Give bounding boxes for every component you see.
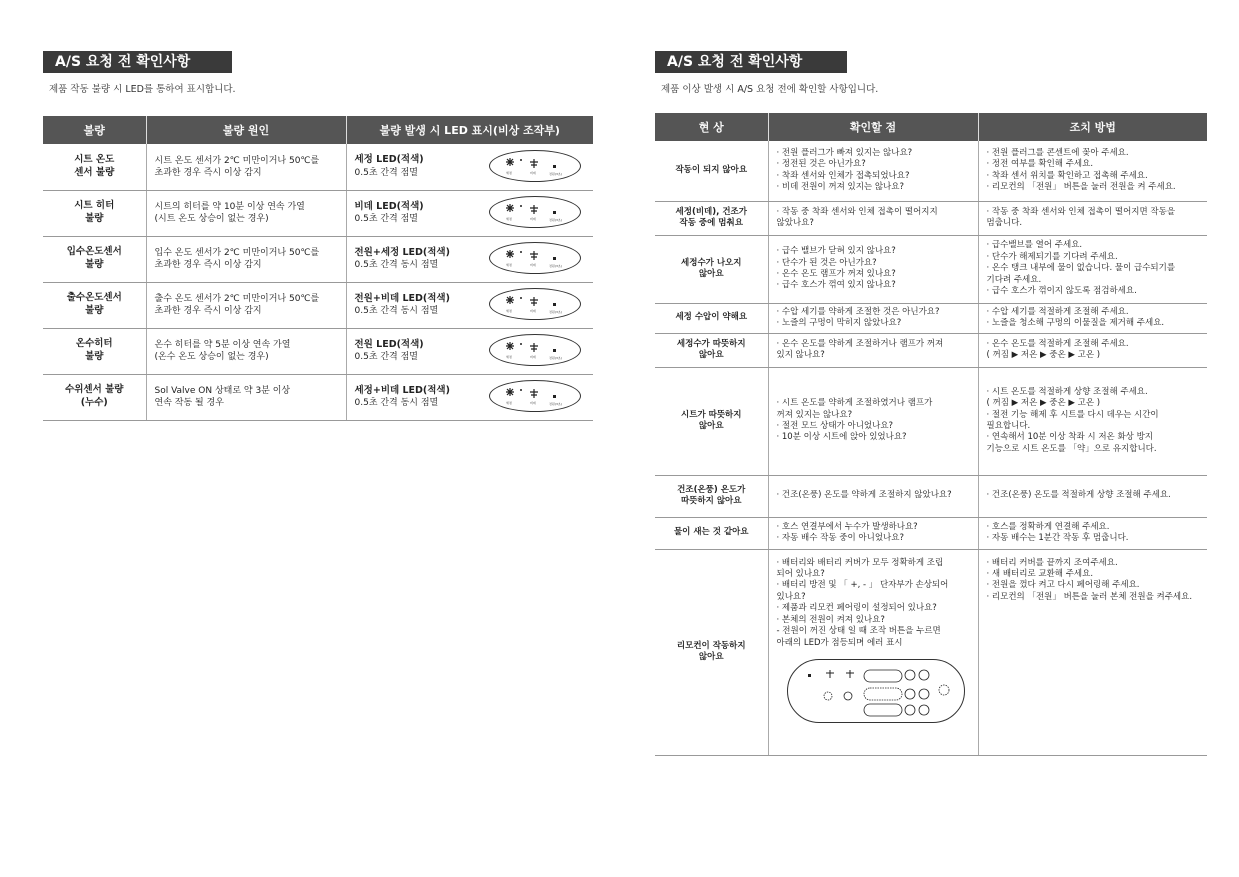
action-line: 기다려 주세요. xyxy=(986,274,1042,285)
action-cell xyxy=(978,141,1207,201)
header-check: 확인할 점 xyxy=(768,113,978,141)
svg-text:전원(3초): 전원(3초) xyxy=(549,171,562,176)
svg-text:전원(3초): 전원(3초) xyxy=(549,402,562,406)
led-panel-icon xyxy=(490,197,580,227)
cause-line: 초과한 경우 즉시 이상 감지 xyxy=(154,167,262,178)
check-line: · 비데 전원이 꺼져 있지는 않나요? xyxy=(776,182,904,193)
action-line: · 건조(온풍) 온도를 적절하게 상향 조절해 주세요. xyxy=(986,490,1171,501)
led-panel xyxy=(489,334,581,366)
cause-cell xyxy=(146,282,346,328)
action-line: 기능으로 시트 온도를 「약」으로 유지합니다. xyxy=(986,443,1157,454)
action-line: 멈춥니다. xyxy=(986,218,1023,228)
symptom-cell xyxy=(655,235,768,303)
right-page-title: A/S 요청 전 확인사항 xyxy=(655,51,847,73)
check-line: · 시트 온도를 약하게 조절하였거나 램프가 xyxy=(776,398,933,409)
action-line: · 새 배터리로 교환해 주세요. xyxy=(986,568,1094,579)
cause-cell xyxy=(146,328,346,374)
action-cell xyxy=(978,475,1207,517)
fault-line: 출수온도센서 xyxy=(66,292,122,304)
cause-line: 초과한 경우 즉시 이상 감지 xyxy=(154,306,262,316)
cause-line: 초과한 경우 즉시 이상 감지 xyxy=(154,260,262,270)
check-cell xyxy=(768,517,978,549)
fault-line: 불량 xyxy=(85,259,104,270)
check-line: · 착좌 센서와 인체가 접촉되었나요? xyxy=(776,170,910,181)
action-cell xyxy=(978,303,1207,333)
symptom-line: 건조(온풍) 온도가 xyxy=(677,484,746,495)
action-line: · 절전 기능 해제 후 시트를 다시 데우는 시간이 xyxy=(986,409,1159,420)
remote-panel xyxy=(787,659,965,723)
led-table-row xyxy=(43,190,593,236)
symptom-line: 않아요 xyxy=(698,652,724,662)
led-text xyxy=(355,154,424,179)
led-text xyxy=(355,385,450,410)
led-name: 전원+비데 LED(적색) xyxy=(354,292,450,304)
svg-text:세정: 세정 xyxy=(506,170,512,175)
action-line: ( 꺼짐 ▶ 저온 ▶ 중온 ▶ 고온 ) xyxy=(986,350,1101,360)
check-cell xyxy=(768,141,978,201)
svg-text:세정: 세정 xyxy=(506,217,512,221)
check-line: · 급수 호스가 꺾여 있지 않나요? xyxy=(776,280,896,291)
symptom-cell xyxy=(655,517,768,549)
check-line: · 온수 온도 램프가 꺼져 있나요? xyxy=(776,269,896,279)
led-panel-icon xyxy=(490,151,580,181)
cause-cell xyxy=(146,374,346,420)
cause-line: 시트의 히터를 약 10분 이상 연속 가열 xyxy=(154,201,305,212)
check-line: - 전원이 꺼진 상태 일 때 조작 버튼을 누르면 xyxy=(776,626,941,637)
led-panel xyxy=(489,380,581,412)
svg-text:전원(3초): 전원(3초) xyxy=(549,264,562,268)
action-line: · 리모컨의 「전원」 버튼을 눌러 본체 전원을 켜주세요. xyxy=(986,591,1193,602)
fault-line: 불량 xyxy=(85,213,104,224)
check-line: · 본체의 전원이 켜져 있나요? xyxy=(776,614,885,625)
svg-text:전원(3초): 전원(3초) xyxy=(549,218,562,222)
fault-line: 불량 xyxy=(85,305,104,316)
fault-cell xyxy=(43,236,146,282)
check-line: 되어 있나요? xyxy=(776,568,825,579)
check-line: · 건조(온풍) 온도를 약하게 조절하지 않았나요? xyxy=(776,490,952,501)
led-blink: 0.5초 간격 점멸 xyxy=(354,352,419,363)
led-panel-icon xyxy=(490,289,580,319)
led-panel xyxy=(489,242,581,274)
check-line: 꺼져 있지는 않나요? xyxy=(776,409,853,420)
troubleshoot-row xyxy=(655,475,1207,517)
action-line: · 전원을 껐다 켜고 다시 페어링해 주세요. xyxy=(986,580,1140,591)
check-cell xyxy=(768,235,978,303)
led-blink: 0.5초 간격 동시 점멸 xyxy=(354,260,439,271)
fault-line: 불량 xyxy=(85,351,104,362)
led-table-row xyxy=(43,144,593,190)
fault-line: 온수히터 xyxy=(75,338,113,350)
check-line: · 단수가 된 것은 아닌가요? xyxy=(776,257,877,268)
symptom-cell xyxy=(655,367,768,475)
cause-line: Sol Valve ON 상태로 약 3분 이상 xyxy=(154,385,291,396)
led-blink: 0.5초 간격 점멸 xyxy=(354,214,419,225)
cause-cell xyxy=(146,190,346,236)
check-line: · 정전된 것은 아닌가요? xyxy=(776,159,866,170)
action-line: · 착좌 센서 위치를 확인하고 접촉해 주세요. xyxy=(986,170,1148,181)
troubleshoot-row xyxy=(655,303,1207,333)
led-text xyxy=(355,247,450,272)
fault-line: 시트 히터 xyxy=(74,200,115,212)
led-error-table xyxy=(43,116,593,421)
action-line: · 리모컨의 「전원」 버튼을 눌러 전원을 켜 주세요. xyxy=(986,182,1176,193)
cause-cell xyxy=(146,144,346,190)
led-cell xyxy=(346,236,593,282)
troubleshoot-row xyxy=(655,517,1207,549)
check-cell xyxy=(768,367,978,475)
svg-text:비데: 비데 xyxy=(530,170,536,175)
check-line: · 수압 세기를 약하게 조절한 것은 아닌가요? xyxy=(776,306,940,317)
led-panel-icon xyxy=(490,381,580,411)
action-cell xyxy=(978,201,1207,235)
svg-text:비데: 비데 xyxy=(530,217,536,221)
check-line: · 호스 연결부에서 누수가 발생하나요? xyxy=(776,521,918,532)
cause-line: 온수 히터를 약 5분 이상 연속 가열 xyxy=(154,339,291,350)
action-cell xyxy=(978,235,1207,303)
led-blink: 0.5초 간격 동시 점멸 xyxy=(354,398,439,409)
led-text xyxy=(355,201,424,226)
symptom-line: 않아요 xyxy=(698,269,724,279)
led-cell xyxy=(346,374,593,420)
led-table-row xyxy=(43,374,593,420)
action-cell xyxy=(978,333,1207,367)
svg-text:비데: 비데 xyxy=(530,355,536,359)
symptom-cell xyxy=(655,549,768,755)
check-line: 있지 않나요? xyxy=(776,350,825,360)
led-panel xyxy=(489,150,581,182)
cause-line: (시트 온도 상승이 없는 경우) xyxy=(154,214,269,224)
check-line: · 제품과 리모컨 페어링이 설정되어 있나요? xyxy=(776,603,937,614)
header-action: 조치 방법 xyxy=(978,113,1207,141)
led-cell xyxy=(346,282,593,328)
cause-cell xyxy=(146,236,346,282)
check-line: · 온수 온도를 약하게 조절하거나 램프가 꺼져 xyxy=(776,338,944,349)
action-line: · 급수밸브를 열어 주세요. xyxy=(986,240,1083,251)
svg-text:비데: 비데 xyxy=(530,309,536,313)
fault-line: 입수온도센서 xyxy=(66,246,122,258)
action-line: · 호스를 정확하게 연결해 주세요. xyxy=(986,521,1110,532)
troubleshoot-row xyxy=(655,549,1207,755)
led-name: 전원+세정 LED(적색) xyxy=(354,246,450,258)
svg-text:전원(3초): 전원(3초) xyxy=(549,310,562,314)
svg-text:세정: 세정 xyxy=(506,263,512,267)
symptom-cell xyxy=(655,303,768,333)
action-line: · 연속해서 10분 이상 착좌 시 저온 화상 방지 xyxy=(986,432,1154,443)
led-blink: 0.5초 간격 동시 점멸 xyxy=(354,306,439,317)
fault-cell xyxy=(43,282,146,328)
action-line: · 전원 플러그를 콘센트에 꽂아 주세요. xyxy=(986,147,1129,158)
led-cell xyxy=(346,144,593,190)
action-line: · 자동 배수는 1분간 작동 후 멈춥니다. xyxy=(986,533,1129,543)
led-name: 세정+비데 LED(적색) xyxy=(354,384,450,396)
symptom-line: 세정(비데), 건조가 xyxy=(675,206,747,217)
check-line: · 작동 중 착좌 센서와 인체 접촉이 떨어지지 xyxy=(776,206,938,217)
svg-text:비데: 비데 xyxy=(530,401,536,405)
action-cell xyxy=(978,549,1207,755)
fault-line: (누수) xyxy=(80,397,108,408)
action-line: · 급수 호스가 꺾이지 않도록 점검하세요. xyxy=(986,286,1137,297)
check-cell xyxy=(768,333,978,367)
right-page-subtitle: 제품 이상 발생 시 A/S 요청 전에 확인할 사항입니다. xyxy=(661,84,879,95)
led-text xyxy=(355,293,450,318)
action-line: · 작동 중 착좌 센서와 인체 접촉이 떨어지면 작동을 xyxy=(986,206,1176,217)
cause-line: 출수 온도 센서가 2℃ 미만이거나 50℃를 xyxy=(154,293,320,304)
check-line: · 배터리와 배터리 커버가 모두 정확하게 조립 xyxy=(776,557,944,568)
fault-cell xyxy=(43,374,146,420)
symptom-line: 않아요 xyxy=(698,350,724,360)
cause-line: 연속 작동 될 경우 xyxy=(154,398,224,408)
check-cell xyxy=(768,475,978,517)
symptom-line: 작동 중에 멈춰요 xyxy=(679,218,743,228)
header-led: 불량 발생 시 LED 표시(비상 조작부) xyxy=(346,116,593,144)
action-line: · 정전 여부를 확인해 주세요. xyxy=(986,159,1094,170)
header-symptom: 현 상 xyxy=(655,113,768,141)
led-table-row xyxy=(43,236,593,282)
action-line: · 노즐을 청소해 구멍의 이물질을 제거해 주세요. xyxy=(986,318,1165,328)
check-line: · 급수 밸브가 닫혀 있지 않나요? xyxy=(776,246,896,257)
symptom-line: 세정수가 따뜻하지 xyxy=(676,338,746,349)
svg-text:비데: 비데 xyxy=(530,263,536,267)
symptom-line: 않아요 xyxy=(698,421,724,431)
led-panel xyxy=(489,196,581,228)
led-cell xyxy=(346,328,593,374)
led-table-row xyxy=(43,282,593,328)
cause-line: 시트 온도 센서가 2℃ 미만이거나 50℃를 xyxy=(154,155,320,166)
action-line: · 단수가 해제되기를 기다려 주세요. xyxy=(986,251,1118,262)
check-line: · 배터리 방전 및 「 +, - 」 단자부가 손상되어 xyxy=(776,580,949,591)
action-line: 필요합니다. xyxy=(986,421,1031,431)
led-text xyxy=(355,339,424,364)
led-name: 비데 LED(적색) xyxy=(354,200,424,212)
remote-panel-icon xyxy=(788,660,964,722)
symptom-cell xyxy=(655,475,768,517)
led-name: 세정 LED(적색) xyxy=(354,154,424,166)
led-name: 전원 LED(적색) xyxy=(354,338,424,350)
left-page-title: A/S 요청 전 확인사항 xyxy=(43,51,232,73)
check-cell xyxy=(768,303,978,333)
symptom-line: 따뜻하지 않아요 xyxy=(681,496,742,506)
symptom-line: 물이 새는 것 같아요 xyxy=(673,527,749,538)
check-line: 않았나요? xyxy=(776,218,814,228)
svg-text:세정: 세정 xyxy=(506,355,512,359)
troubleshoot-row xyxy=(655,367,1207,475)
led-table-row xyxy=(43,328,593,374)
action-line: · 온수 탱크 내부에 물이 없습니다. 물이 급수되기를 xyxy=(986,263,1176,274)
symptom-line: 시트가 따뜻하지 xyxy=(681,409,742,420)
troubleshoot-row xyxy=(655,333,1207,367)
cause-line: (온수 온도 상승이 없는 경우) xyxy=(154,352,269,362)
left-page-subtitle: 제품 작동 불량 시 LED를 통하여 표시합니다. xyxy=(49,84,236,95)
symptom-cell xyxy=(655,141,768,201)
symptom-line: 작동이 되지 않아요 xyxy=(675,165,748,176)
svg-text:전원(3초): 전원(3초) xyxy=(549,356,562,360)
action-line: ( 꺼짐 ▶ 저온 ▶ 중온 ▶ 고온 ) xyxy=(986,398,1101,409)
action-line: · 배터리 커버를 끝까지 조여주세요. xyxy=(986,557,1118,568)
led-panel xyxy=(489,288,581,320)
svg-text:세정: 세정 xyxy=(506,401,512,405)
symptom-cell xyxy=(655,201,768,235)
action-cell xyxy=(978,517,1207,549)
action-line: · 온수 온도를 적절하게 조절해 주세요. xyxy=(986,338,1129,349)
check-line: · 10분 이상 시트에 앉아 있었나요? xyxy=(776,432,907,443)
cause-line: 입수 온도 센서가 2℃ 미만이거나 50℃를 xyxy=(154,247,320,258)
led-panel-icon xyxy=(490,243,580,273)
symptom-line: 리모컨이 작동하지 xyxy=(676,640,746,651)
troubleshooting-table xyxy=(655,113,1207,756)
fault-line: 시트 온도 xyxy=(74,153,115,165)
action-cell xyxy=(978,367,1207,475)
symptom-line: 세정수가 나오지 xyxy=(681,257,742,268)
check-cell xyxy=(768,549,978,755)
led-cell xyxy=(346,190,593,236)
led-panel-icon xyxy=(490,335,580,365)
action-line: · 시트 온도를 적절하게 상향 조절해 주세요. xyxy=(986,386,1148,397)
check-line: · 절전 모드 상태가 아니었나요? xyxy=(776,421,894,431)
fault-line: 수위센서 불량 xyxy=(65,384,124,396)
fault-line: 센서 불량 xyxy=(74,166,115,178)
led-blink: 0.5초 간격 점멸 xyxy=(354,168,419,179)
fault-cell xyxy=(43,190,146,236)
troubleshoot-row xyxy=(655,141,1207,201)
header-cause: 불량 원인 xyxy=(146,116,346,144)
svg-text:세정: 세정 xyxy=(506,309,512,313)
symptom-cell xyxy=(655,333,768,367)
fault-cell xyxy=(43,144,146,190)
header-fault: 불량 xyxy=(43,116,146,144)
troubleshoot-row xyxy=(655,201,1207,235)
troubleshoot-row xyxy=(655,235,1207,303)
check-line: 아래의 LED가 점등되며 에러 표시 xyxy=(776,637,903,648)
symptom-line: 세정 수압이 약해요 xyxy=(675,312,748,323)
check-line: 있나요? xyxy=(776,591,806,602)
action-line: · 수압 세기를 적절하게 조절해 주세요. xyxy=(986,306,1129,317)
check-line: · 노즐의 구멍이 막히지 않았나요? xyxy=(776,318,902,328)
check-cell xyxy=(768,201,978,235)
check-line: · 전원 플러그가 빠져 있지는 않나요? xyxy=(776,147,913,158)
check-line: · 자동 배수 작동 중이 아니었나요? xyxy=(776,533,904,543)
fault-cell xyxy=(43,328,146,374)
